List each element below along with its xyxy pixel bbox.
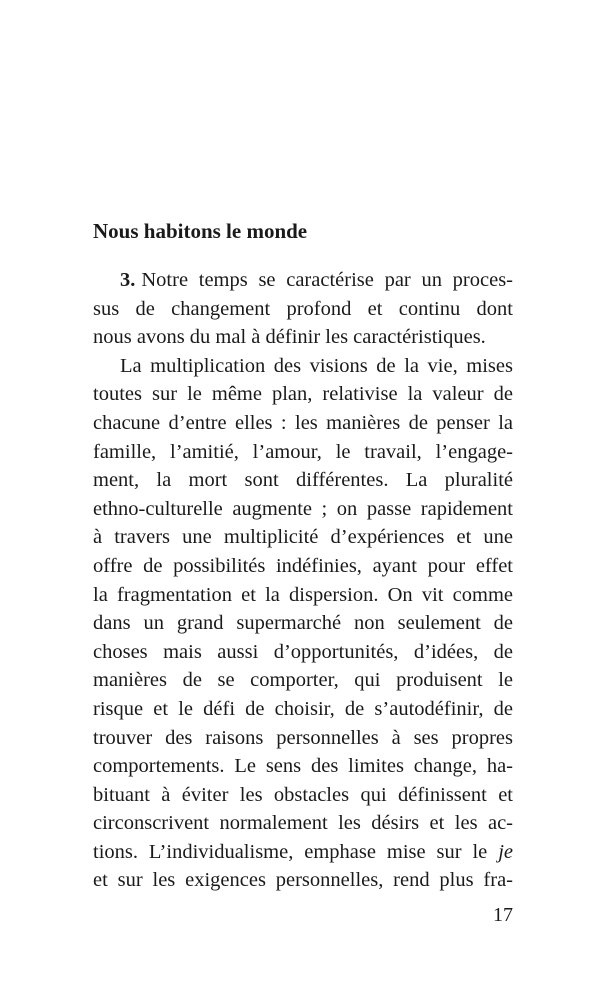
text-line — [93, 266, 513, 295]
text-line: et sur les exigences personnelles, rend plus fra- — [93, 869, 513, 892]
italic-word: je — [498, 840, 513, 863]
text-line: ethno-culturelle augmente ; on passe rapidement — [93, 497, 513, 520]
text-line: toutes sur le même plan, relativise la valeur de — [93, 383, 513, 406]
text-line-content: tions. L’individualisme, emphase mise sur le — [93, 840, 488, 863]
text-line: offre de possibilités indéfinies, ayant pour effet — [93, 554, 513, 577]
text-line: dans un grand supermarché non seulement de — [93, 612, 513, 635]
page-number: 17 — [493, 904, 513, 926]
body-text — [93, 266, 513, 895]
paragraph-number: 3. — [120, 269, 136, 291]
text-line: risque et le défi de choisir, de s’autodéfinir, de — [93, 697, 513, 720]
text-line — [93, 838, 513, 867]
text-line: famille, l’amitié, l’amour, le travail, l’engage- — [93, 440, 513, 463]
section-title: Nous habitons le monde — [93, 219, 308, 243]
text-line: manières de se comporter, qui produisent le — [93, 669, 513, 692]
text-line: ment, la mort sont différentes. La pluralité — [93, 469, 513, 492]
text-line: sus de changement profond et continu dont — [93, 297, 513, 320]
text-line: choses mais aussi d’opportunités, d’idées, de — [93, 640, 513, 663]
text-line: trouver des raisons personnelles à ses propres — [93, 726, 513, 749]
text-line: la fragmentation et la dispersion. On vit comme — [93, 583, 513, 606]
text-line: chacune d’entre elles : les manières de penser la — [93, 411, 513, 434]
text-line: nous avons du mal à définir les caractéristiques. — [93, 326, 486, 349]
text-line: bituant à éviter les obstacles qui définissent et — [93, 783, 513, 806]
text-line-content: Notre temps se caractérise par un proces- — [141, 269, 513, 291]
text-line: La multiplication des visions de la vie, mises — [120, 354, 513, 377]
text-line: à travers une multiplicité d’expériences et une — [93, 526, 513, 549]
text-line: comportements. Le sens des limites change, ha- — [93, 755, 513, 778]
text-line: circonscrivent normalement les désirs et les ac- — [93, 812, 513, 835]
